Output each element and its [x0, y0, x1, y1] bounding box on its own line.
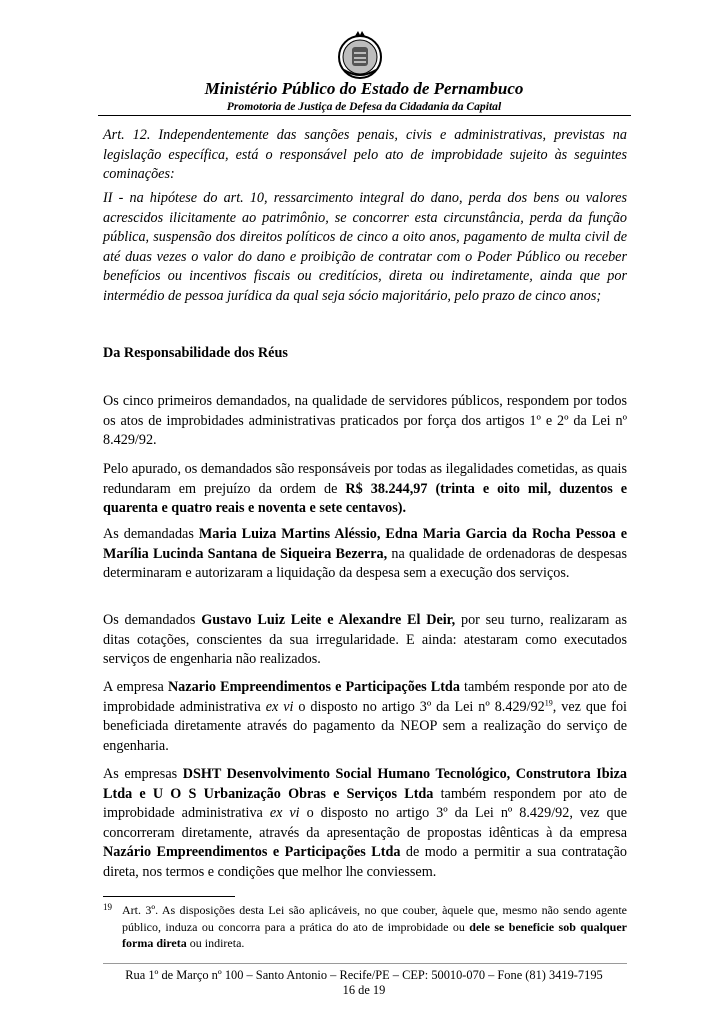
- text-segment: Art. 3º. As disposições desta Lei são aplicáveis, no que couber, àquele que, mesmo não sendo agente público, induza ou concorra para a prática do ato de improbidade ou: [122, 903, 627, 934]
- footnote: [103, 902, 627, 952]
- text-segment: por seu turno, realizaram as ditas cotações, conscientes da sua irregularidade. E ainda: atestaram como executados serviços de engenharia não realizados.: [103, 612, 627, 668]
- paragraph-nazario-company: [103, 678, 627, 756]
- paragraph-quotation-officers: [103, 611, 627, 670]
- footnote-text: [122, 902, 627, 952]
- text-segment: As empresas: [103, 766, 183, 782]
- latin-term: ex vi: [269, 805, 300, 822]
- latin-term: ex vi: [265, 698, 294, 715]
- text-segment: A empresa: [103, 679, 168, 695]
- article-12-quote: Art. 12. Independentemente das sanções penais, civis e administrativas, previstas na legislação específica, está o responsável pelo ato de improbidade sujeito às seguintes cominações:: [103, 127, 627, 183]
- company-names: DSHT Desenvolvimento Social Humano Tecnológico, Construtora Ibiza Ltda e U O S Urbanização Obras e Serviços Ltda: [103, 766, 627, 802]
- paragraph-other-companies: [103, 765, 627, 883]
- footnote-divider: [103, 896, 235, 897]
- text-segment: também respondem por ato de improbidade administrativa: [103, 785, 627, 822]
- company-name: Nazario Empreendimentos e Participações Ltda: [167, 679, 460, 695]
- text-emphasis: dele se beneficie sob qualquer forma direta: [122, 919, 627, 950]
- damage-amount: R$ 38.244,97 (trinta e oito mil, duzentos e quarenta e quatro reais e noventa e sete centavos).: [103, 480, 627, 517]
- page-number: 16 de 19: [342, 983, 386, 997]
- text-segment: As demandadas: [103, 526, 199, 542]
- page-footer: [0, 968, 728, 998]
- text-segment: , vez que foi beneficiada diretamente através do pagamento da NEOP sem a realização do serviço de engenharia.: [103, 698, 628, 754]
- text-segment: o disposto no artigo 3º da Lei nº 8.429/92: [293, 698, 545, 715]
- footnote-number: 19: [103, 902, 112, 912]
- text-segment: Os demandados: [103, 612, 202, 628]
- header-title: Ministério Público do Estado de Pernambuco: [204, 79, 524, 98]
- footer-address: Rua 1º de Março nº 100 – Santo Antonio – Recife/PE – CEP: 50010-070 – Fone (81) 3419-7195: [125, 968, 603, 982]
- text-segment: o disposto no artigo 3º da Lei nº 8.429/92, vez que concorreram diretamente, através da apresentação de propostas idênticas à da empresa: [103, 805, 627, 841]
- section-heading: Da Responsabilidade dos Réus: [103, 345, 288, 361]
- inciso-ii-quote: II - na hipótese do art. 10, ressarcimento integral do dano, perda dos bens ou valores acrescidos ilicitamente ao patrimônio, se concorrer esta circunstância, perda da função pública, suspensão dos direitos políticos de cinco a oito anos, pagamento de multa civil de até duas vezes o valor do dano e proibição de contratar com o Poder Público ou receber benefícios ou incentivos fiscais ou creditícios, direta ou indiretamente, ainda que por intermédio de pessoa jurídica da qual seja sócio majoritário, pelo prazo de cinco anos;: [103, 190, 627, 304]
- text-segment: Pelo apurado, os demandados são responsáveis por todas as ilegalidades cometidas, as quais redundaram em prejuízo da ordem de: [103, 461, 627, 497]
- company-name: Nazário Empreendimentos e Participações Ltda: [103, 844, 401, 861]
- defendant-names: Maria Luiza Martins Aléssio, Edna Maria Garcia da Rocha Pessoa e Marília Lucinda Santana de Siqueira Bezerra,: [103, 526, 627, 562]
- header-subtitle: Promotoria de Justiça de Defesa da Cidadania da Capital: [226, 100, 502, 113]
- defendant-names: Gustavo Luiz Leite e Alexandre El Deir,: [201, 612, 456, 628]
- text-segment: de modo a permitir a sua contratação direta, nos termos e condições que melhor lhe conviessem.: [103, 844, 627, 880]
- text-segment: na qualidade de ordenadoras de despesas determinaram e autorizaram a liquidação da despesa sem a execução dos serviços.: [103, 545, 627, 582]
- paragraph-public-servants: Os cinco primeiros demandados, na qualidade de servidores públicos, respondem por todos os atos de improbidades administrativas praticados por força dos artigos 1º e 2º da Lei nº 8.429/92.: [103, 393, 627, 449]
- coat-of-arms-icon: [335, 30, 385, 80]
- text-segment: ou indireta.: [186, 936, 245, 950]
- header-divider: [98, 115, 631, 116]
- text-segment: também responde por ato de improbidade administrativa: [103, 679, 627, 715]
- footer-divider: [103, 963, 627, 964]
- footnote-reference: 19: [544, 697, 553, 707]
- paragraph-damage-amount: [103, 460, 627, 519]
- paragraph-ordering-officers: [103, 525, 627, 584]
